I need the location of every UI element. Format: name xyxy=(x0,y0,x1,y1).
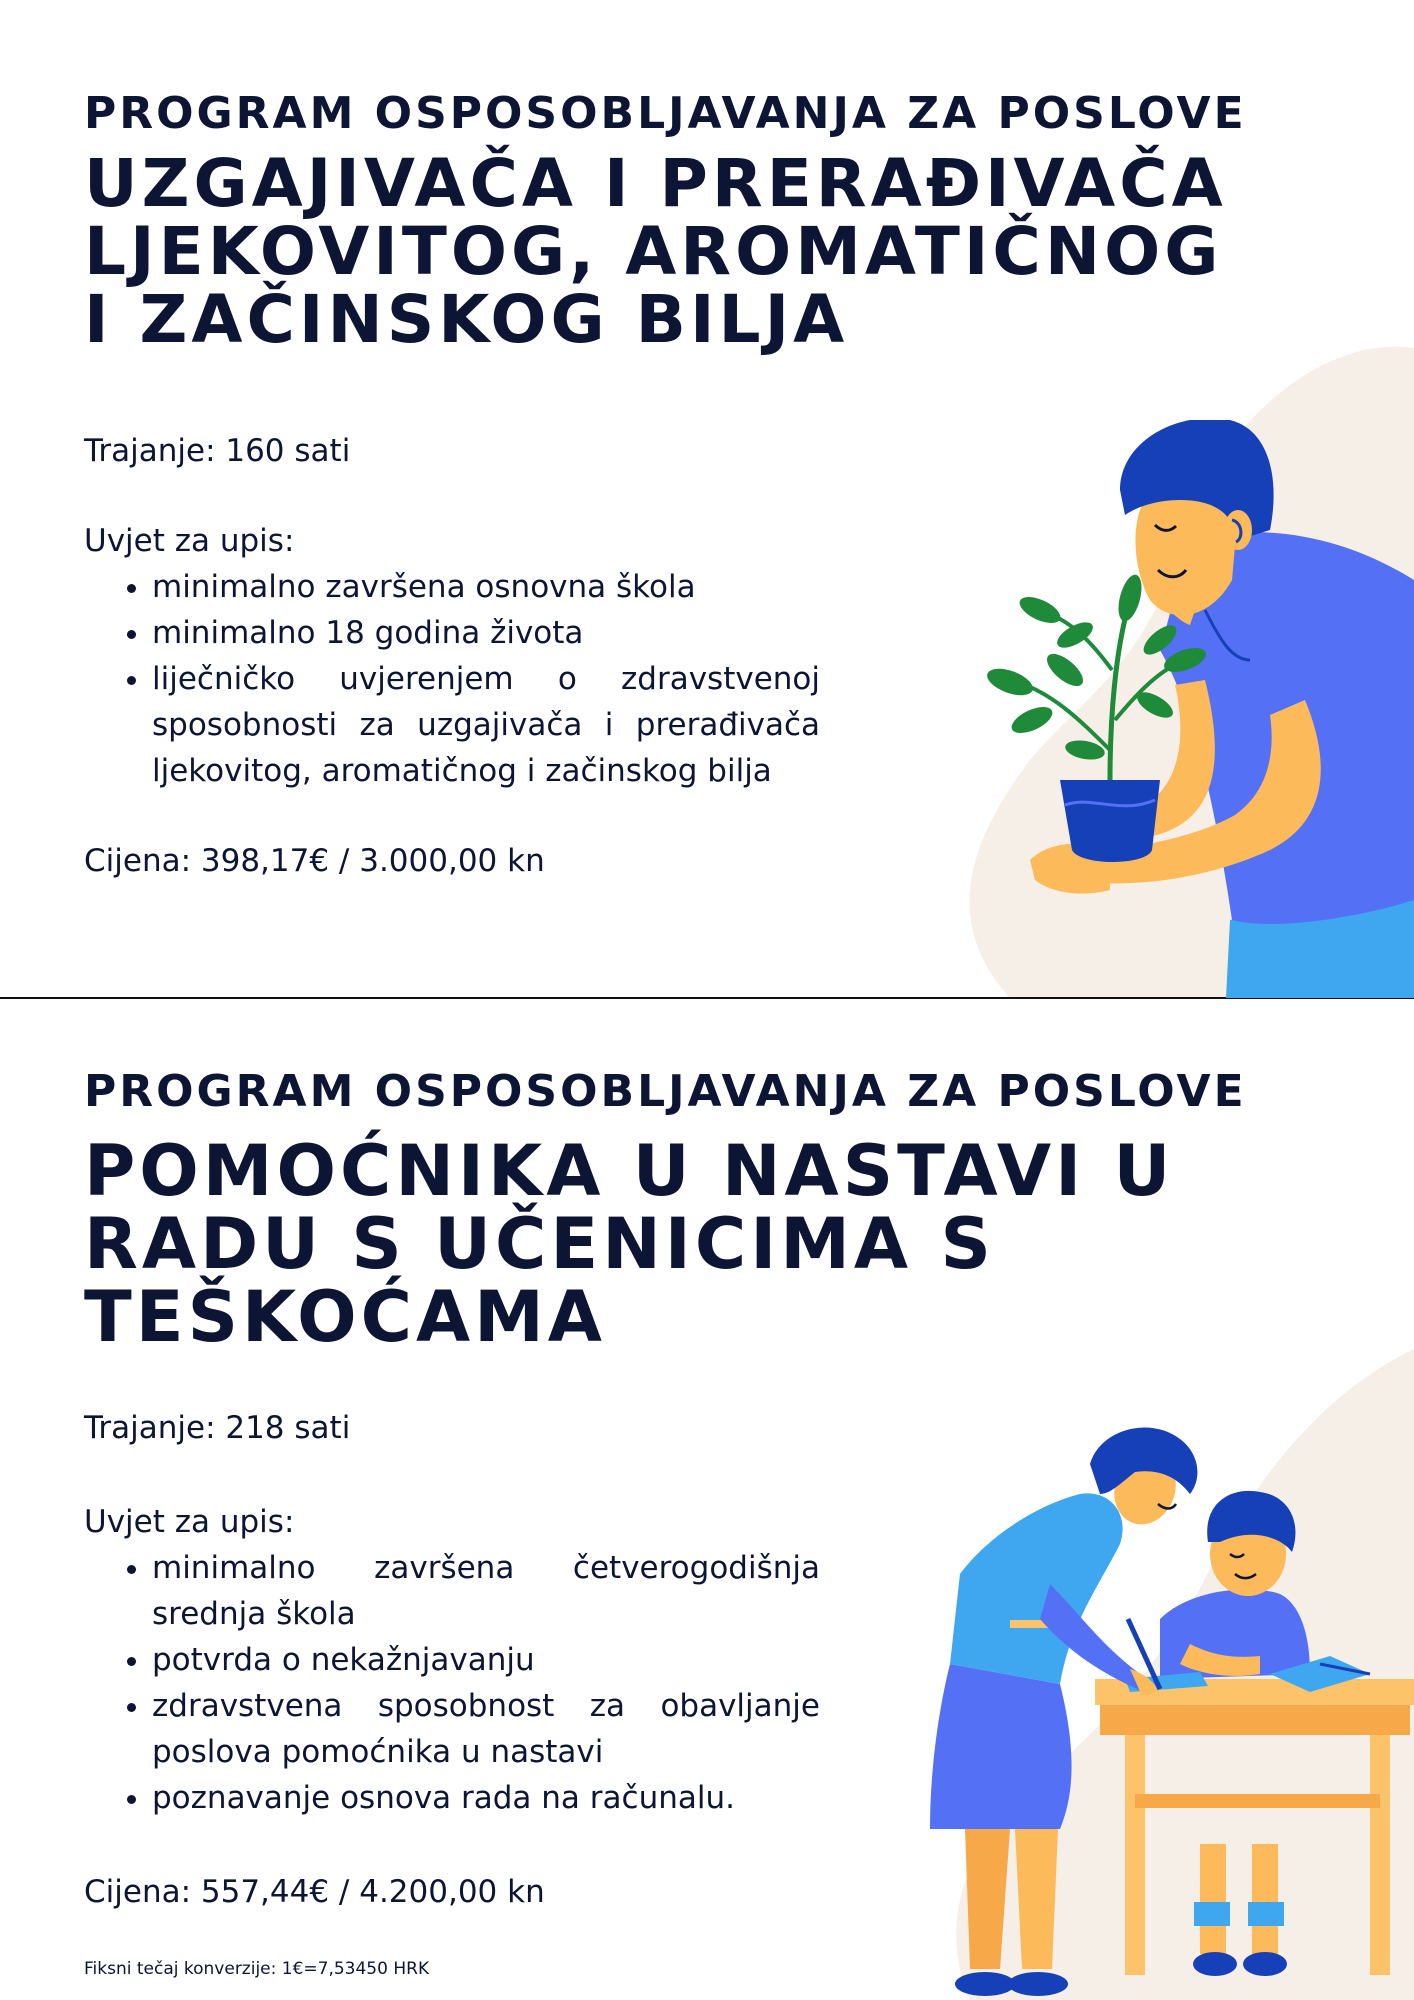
requirements-list xyxy=(84,564,820,794)
requirement-item: • liječničko uvjerenjem o zdravstvenoj sposobnosti za uzgajivača i prerađivača ljekovitog, aromatičnog i začinskog bilja xyxy=(152,656,820,794)
requirements-list xyxy=(84,1545,820,1821)
program-info xyxy=(84,1405,820,1915)
duration-text: Trajanje: 218 sati xyxy=(84,1410,351,1446)
duration-text: Trajanje: 160 sati xyxy=(84,433,351,469)
requirement-item: • minimalno završena četverogodišnja srednja škola xyxy=(152,1545,820,1637)
conversion-rate-footnote: Fiksni tečaj konverzije: 1€=7,53450 HRK xyxy=(84,1959,430,1979)
requirement-item: • minimalno 18 godina života xyxy=(152,610,820,656)
price-text: Cijena: 557,44€ / 4.200,00 kn xyxy=(84,1874,545,1910)
title-line: LJEKOVITOG, AROMATIČNOG xyxy=(84,213,1223,290)
program-info xyxy=(84,428,820,884)
title-line: RADU S UČENICIMA S xyxy=(84,1203,995,1285)
title-line: UZGAJIVAČA I PRERAĐIVAČA xyxy=(84,145,1227,222)
price-text: Cijena: 398,17€ / 3.000,00 kn xyxy=(84,843,545,879)
program-title xyxy=(84,145,1227,358)
requirement-item: • minimalno završena osnovna škola xyxy=(152,564,820,610)
program-card-teaching-assistant xyxy=(0,999,1414,2000)
requirement-item: • zdravstvena sposobnost za obavljanje poslova pomoćnika u nastavi xyxy=(152,1683,820,1775)
program-title xyxy=(84,1130,1175,1358)
requirement-item: • poznavanje osnova rada na računalu. xyxy=(152,1775,820,1821)
program-card-herbs xyxy=(0,0,1414,998)
program-eyebrow: PROGRAM OSPOSOBLJAVANJA ZA POSLOVE xyxy=(84,1066,1247,1117)
requirements-label: Uvjet za upis: xyxy=(84,1504,295,1540)
man-holding-plant-illustration xyxy=(970,420,1414,998)
teacher-helping-student-illustration xyxy=(930,1424,1414,2000)
title-line: TEŠKOĆAMA xyxy=(84,1276,606,1358)
requirements-label: Uvjet za upis: xyxy=(84,523,295,559)
program-eyebrow: PROGRAM OSPOSOBLJAVANJA ZA POSLOVE xyxy=(84,88,1247,139)
title-line: I ZAČINSKOG BILJA xyxy=(84,281,849,358)
requirement-item: • potvrda o nekažnjavanju xyxy=(152,1637,820,1683)
title-line: POMOĆNIKA U NASTAVI U xyxy=(84,1130,1175,1212)
